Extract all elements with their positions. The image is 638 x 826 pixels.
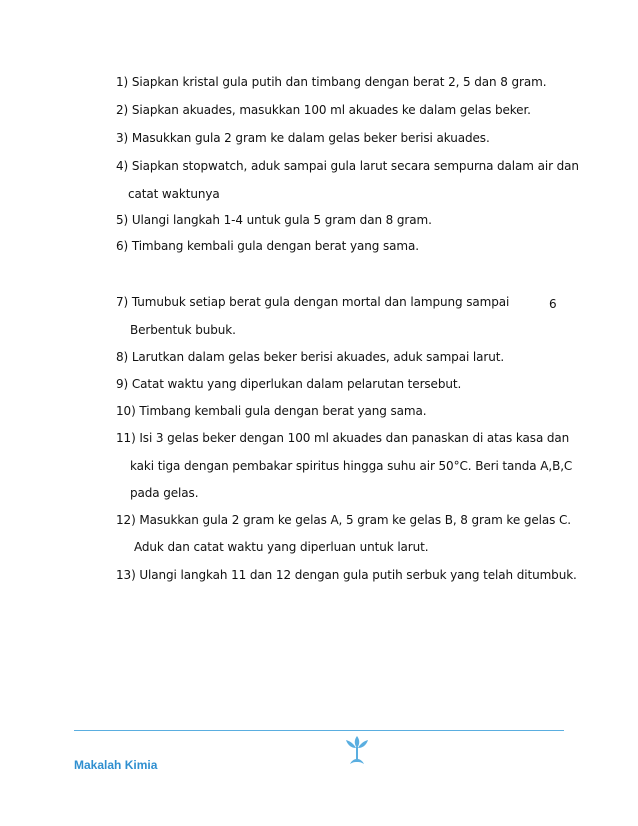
- step-line-11-cont-a: kaki tiga dengan pembakar spiritus hingga suhu air 50°C. Beri tanda A,B,C: [130, 459, 573, 473]
- step-line-12: 12) Masukkan gula 2 gram ke gelas A, 5 gram ke gelas B, 8 gram ke gelas C.: [116, 513, 571, 527]
- step-line-4-cont: catat waktunya: [128, 187, 220, 201]
- step-line-8: 8) Larutkan dalam gelas beker berisi akuades, aduk sampai larut.: [116, 350, 505, 364]
- step-line-7-cont: Berbentuk bubuk.: [130, 323, 236, 337]
- step-line-13: 13) Ulangi langkah 11 dan 12 dengan gula putih serbuk yang telah ditumbuk.: [116, 568, 577, 582]
- step-line-6: 6) Timbang kembali gula dengan berat yang sama.: [116, 239, 419, 253]
- fleur-ornament-icon: [344, 734, 370, 768]
- step-line-4: 4) Siapkan stopwatch, aduk sampai gula larut secara sempurna dalam air dan: [116, 159, 579, 173]
- step-line-1: 1) Siapkan kristal gula putih dan timbang dengan berat 2, 5 dan 8 gram.: [116, 75, 547, 89]
- step-line-10: 10) Timbang kembali gula dengan berat yang sama.: [116, 404, 427, 418]
- step-line-11-cont-b: pada gelas.: [130, 486, 199, 500]
- footer-divider: [74, 730, 564, 731]
- step-line-5: 5) Ulangi langkah 1-4 untuk gula 5 gram dan 8 gram.: [116, 213, 432, 227]
- step-line-9: 9) Catat waktu yang diperlukan dalam pelarutan tersebut.: [116, 377, 462, 391]
- step-line-7: 7) Tumubuk setiap berat gula dengan mortal dan lampung sampai: [116, 295, 510, 309]
- step-line-3: 3) Masukkan gula 2 gram ke dalam gelas beker berisi akuades.: [116, 131, 490, 145]
- footer-title: Makalah Kimia: [74, 758, 158, 772]
- step-line-12-cont: Aduk dan catat waktu yang diperluan untuk larut.: [134, 540, 429, 554]
- stray-page-mark: 6: [549, 297, 557, 311]
- step-line-11: 11) Isi 3 gelas beker dengan 100 ml akuades dan panaskan di atas kasa dan: [116, 431, 570, 445]
- step-line-2: 2) Siapkan akuades, masukkan 100 ml akuades ke dalam gelas beker.: [116, 103, 531, 117]
